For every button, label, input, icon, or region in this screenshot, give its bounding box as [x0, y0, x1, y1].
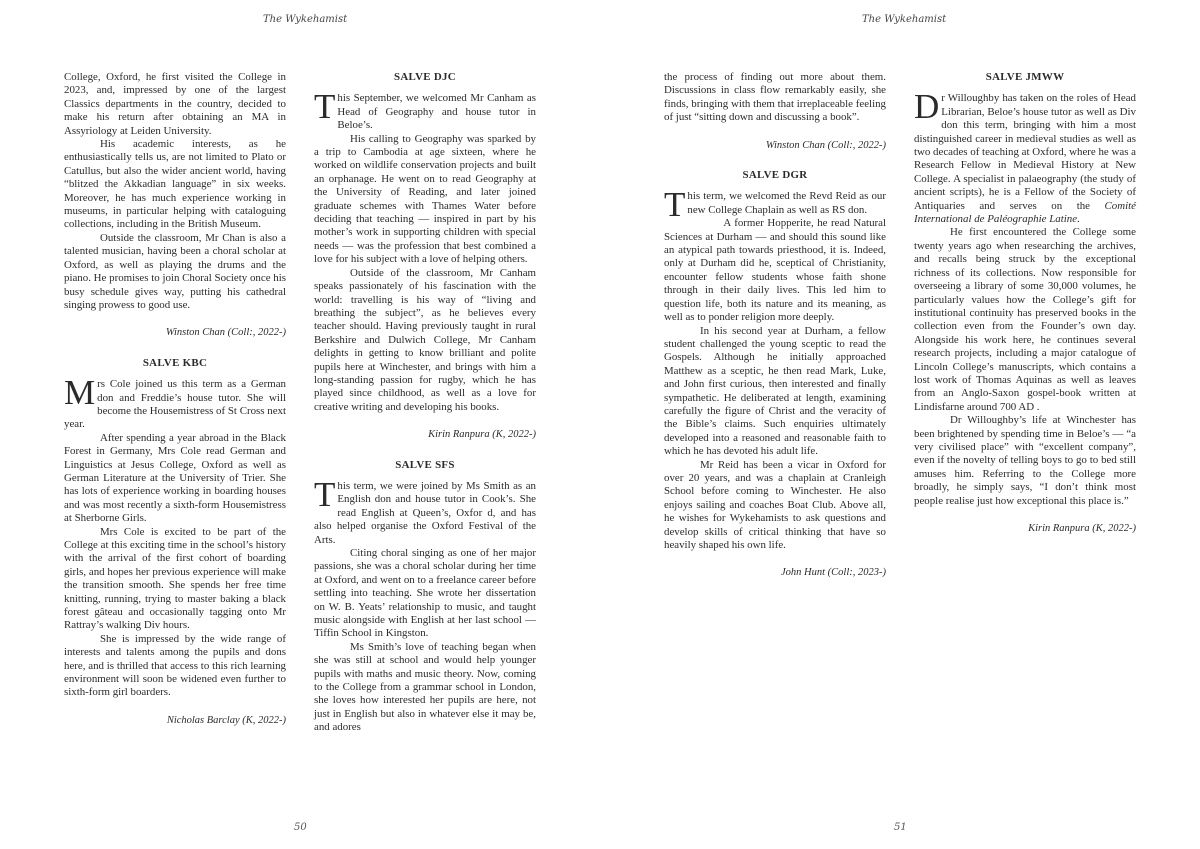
- paragraph: [314, 474, 536, 547]
- left-column-1: [64, 71, 286, 744]
- byline: John Hunt (Coll:, 2023-): [781, 567, 886, 579]
- section-heading: SALVE DGR: [742, 169, 808, 182]
- right-column-1: [664, 71, 886, 597]
- paragraph: In his second year at Durham, a fellow student challenged the young sceptic to read the Gospels. Although he initially approached Matthew as a sceptic, he then read Mark, Luke, and John first curious, then interested and finally sympathetic. He deliberated at length, examining carefully the figure of Christ and the veracity of the Bible’s claims. Such enquiries ultimately developed into a reasoned and reasonable faith to which he has devoted his adult life.: [664, 324, 886, 458]
- running-head: The Wykehamist: [862, 14, 947, 25]
- paragraph: After spending a year abroad in the Black Forest in Germany, Mrs Cole read German and Linguistics at Jesus College, Oxford as well as German Literature at the University of Trier. She has lots of experience working in boarding houses and was most recently a sixth-form Housemistress at Sherborne Girls.: [64, 431, 286, 525]
- paragraph: Dr Willoughby’s life at Winchester has been brightened by spending time in Beloe’s — “a very civilised place” with “excellent company”, even if the novelty of telling boys to go to bed still amuses him. Referring to the College more broadly, he simply says, “I don’t think most people realise just how exceptional this place is.”: [914, 414, 1136, 507]
- paragraph: [914, 87, 1136, 226]
- paragraph: the process of finding out more about them. Discussions in class flow remarkably easily, she finds, bringing with them that irreplaceable feeling of just “sitting down and discussing a book”.: [664, 71, 886, 124]
- byline: Kirin Ranpura (K, 2022-): [428, 429, 536, 441]
- paragraph: His academic interests, as he enthusiastically tells us, are not limited to Plato or Catullus, but also the wider ancient world, having “blitzed the Akkadian language” in six weeks. Moreover, he has much experience working in museums, in particular helping with cataloguing collections, including in the British Museum.: [64, 138, 286, 231]
- paragraph-text: r Willoughby has taken on the roles of Head Librarian, Beloe’s house tutor as well as Div don this term, bringing with him a most distinguished career in medieval studies as well as two decades of teaching at Oxford, where he was a Research Fellow in Medieval History at New College. A specialist in palaeography (the study of ancient scripts), he is a Fellow of the Society of Antiquaries and serves on the: [914, 92, 1136, 212]
- byline: Winston Chan (Coll:, 2022-): [765, 139, 886, 151]
- paragraph: Citing choral singing as one of her major passions, she was a choral scholar during her time at Oxford, and went on to a freelance career before settling into teaching. She wrote her dissertation on W. B. Yeats’ relationship to music, and taught music alongside with English at her last school — Tiffin School in Kingston.: [314, 547, 536, 640]
- right-column-2: [914, 71, 1136, 552]
- paragraph: Mrs Cole is excited to be part of the College at this exciting time in the school’s history with the arrival of the first cohort of boarding girls, and hopes her previous experience will make the transition smooth. She spends her free time knitting, running, trying to master baking a black forest gâteau and occasionally tagging onto Mr Rattray’s walking Div hours.: [64, 525, 286, 632]
- paragraph-text: his term, we welcomed the Revd Reid as our new College Chaplain as well as RS don.: [687, 190, 886, 216]
- page-number: 51: [894, 822, 907, 833]
- byline: Nicholas Barclay (K, 2022-): [166, 714, 286, 726]
- paragraph: [664, 185, 886, 225]
- paragraph: Outside of the classroom, Mr Canham speaks passionately of his fascination with the world: travelling is his way of “living and breathing the subject”, as he believes every teacher should. Having previously taught in rural Berkshire and Dulwich College, Mr Canham delights in getting to know brilliant and polite pupils here at Winchester, and brings with him a long-standing passion for rugby, which he has played since childhood, as well as a love for creative writing and developing his books.: [314, 266, 536, 413]
- paragraph: College, Oxford, he first visited the College in 2023, and, impressed by one of the largest Classics departments in the country, decided to make his return after obtaining an MA in Assyriology at Leiden University.: [64, 71, 286, 137]
- paragraph: He first encountered the College some twenty years ago when researching the archives, and recalls being struck by the exceptional richness of its collections. Now responsible for overseeing a library of some 30,000 volumes, he particularly values how the College’s gift for institutional continuity has preserved books in the collection even from the Founder’s own day. Alongside his work here, he continues several research projects, including a major catalogue of Lincoln College’s manuscripts, which contains a lost work of Thomas Aquinas as well as leaves from an Anglo-Saxon gospel-book written at Lindisfarne around 700 AD .: [914, 226, 1136, 413]
- paragraph: She is impressed by the wide range of interests and talents among the pupils and dons here, and is thrilled that access to this rich learning environment will soon be widened even further to sixth-form girl boarders.: [64, 632, 286, 699]
- paragraph: [64, 373, 286, 432]
- italic-title: Comité International de Paléographie Latine: [914, 199, 1136, 226]
- drop-cap: T: [314, 87, 336, 127]
- drop-cap: M: [64, 373, 96, 413]
- paragraph: His calling to Geography was sparked by a trip to Cambodia at age sixteen, where he worked on wildlife conservation projects and built an orphanage. He went on to read Geography at the University of Reading, and later joined graduate schemes with Thames Water before deciding that teaching — inspired in part by his mother’s work in supporting children with special needs — was the profession that best combined a love for his subject with a love of helping others.: [314, 132, 536, 266]
- drop-cap: T: [314, 474, 336, 514]
- paragraph: Outside the classroom, Mr Chan is also a talented musician, having been a choral scholar at Oxford, as well as playing the drums and the piano. He promises to join Choral Society once his busy schedule gives way, putting his cathedral singing prowess to good use.: [64, 231, 286, 311]
- byline: Kirin Ranpura (K, 2022-): [1028, 523, 1136, 534]
- paragraph-text: rs Cole joined us this term as a German don and Freddie’s house tutor. She will become the Housemistress of St Cross next year.: [64, 378, 286, 431]
- left-column-2: [314, 71, 536, 735]
- drop-cap: D: [914, 87, 940, 127]
- byline: Winston Chan (Coll:, 2022-): [165, 327, 286, 339]
- paragraph: Mr Reid has been a vicar in Oxford for over 20 years, and was a chaplain at Cranleigh School before coming to Winchester. He also enjoys sailing and coaches Boat Club. Above all, he wishes for Wykehamists to ask questions and develop skills of critical thinking that have so heavily shaped his own life.: [664, 458, 886, 551]
- paragraph-text: his term, we were joined by Ms Smith as an English don and house tutor in Cook’s. She read English at Queen’s, Oxfor d, and has also helped organise the Oxford Festival of the Arts.: [314, 479, 536, 546]
- right-page: [600, 0, 1200, 849]
- section-heading: SALVE SFS: [395, 458, 455, 471]
- drop-cap: T: [664, 185, 686, 225]
- section-heading: SALVE JMWW: [985, 71, 1065, 83]
- paragraph: Ms Smith’s love of teaching began when she was still at school and would help younger pupils with maths and music theory. Now, coming to the College from a grammar school in London, she loves how interested her pupils are here, not just in English but also in whatever else it may be, and adores: [314, 640, 536, 734]
- paragraph: A former Hopperite, he read Natural Sciences at Durham — and should this sound like an atypical path towards priesthood, it is. Indeed, only at Durham did he, sceptical of Christianity, encounter fellow students whose faith shone through in their daily lives. This led him to question life, both its nature and its meaning, as well as to ponder religion more deeply.: [664, 217, 886, 324]
- paragraph-text: his September, we welcomed Mr Canham as Head of Geography and house tutor in Beloe’s.: [337, 92, 536, 132]
- section-heading: SALVE KBC: [142, 356, 208, 369]
- paragraph: [314, 87, 536, 132]
- running-head: The Wykehamist: [263, 14, 348, 25]
- paragraph-text: .: [1077, 213, 1080, 226]
- page-number: 50: [294, 822, 307, 833]
- section-heading: SALVE DJC: [394, 71, 456, 83]
